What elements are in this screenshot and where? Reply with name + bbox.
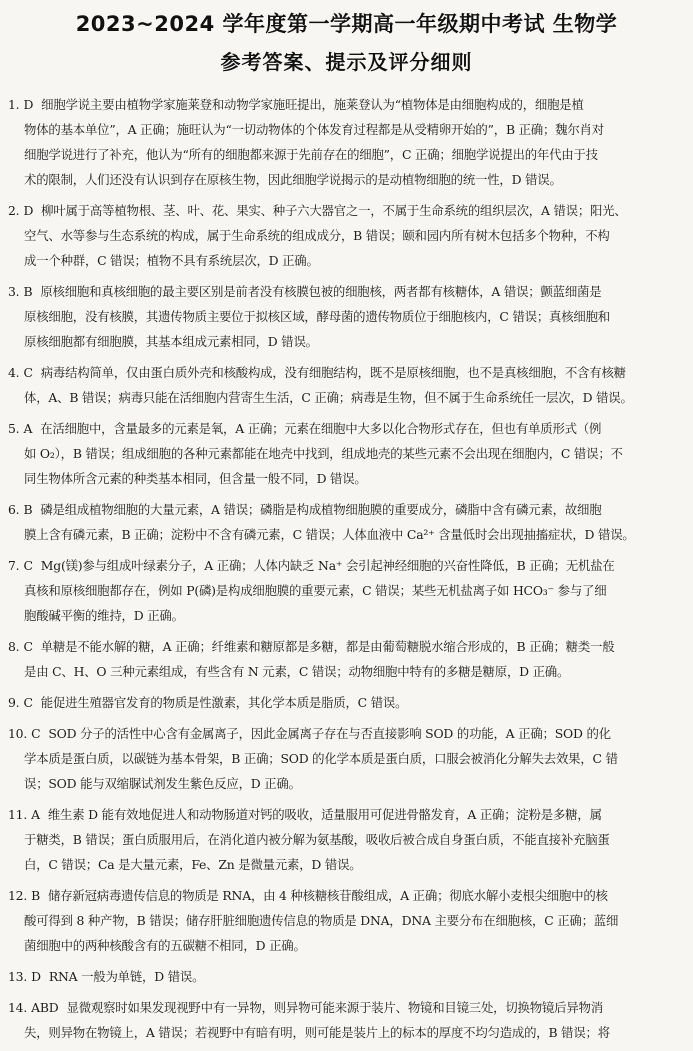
answer-choice: C — [31, 726, 41, 741]
answer-line — [8, 578, 679, 603]
explanation-text: 学本质是蛋白质，以碳链为基本骨架，B 正确；SOD 的化学本质是蛋白质，口服会被消化分解失去效果，C 错 — [24, 751, 618, 766]
answer-line — [8, 142, 679, 167]
answer-line — [8, 908, 679, 933]
answer-choice: A — [31, 807, 40, 822]
answer-line — [8, 933, 679, 958]
explanation-text: 膜上含有磷元素，B 正确；淀粉中不含有磷元素，C 错误；人体血液中 Ca²⁺ 含量低时会出现抽搐症状，D 错误。 — [24, 527, 635, 542]
document-title: 2023~2024 学年度第一学期高一年级期中考试 生物学 — [75, 12, 618, 36]
question-number: 6. — [8, 502, 20, 517]
answer-line — [8, 827, 679, 852]
explanation-text: 白，C 错误；Ca 是大量元素，Fe、Zn 是微量元素，D 错误。 — [24, 857, 362, 872]
answer-item — [8, 802, 679, 877]
answer-item — [8, 964, 679, 989]
answer-line — [8, 522, 679, 547]
answer-item — [8, 92, 679, 192]
answer-choice: D — [23, 97, 34, 112]
answer-line — [8, 802, 679, 827]
explanation-text: 在活细胞中，含量最多的元素是氧，A 正确；元素在细胞中大多以化合物形式存在，但也有单质形式（例 — [40, 421, 602, 436]
answer-line — [8, 553, 679, 578]
question-number: 1. — [8, 97, 20, 112]
answer-item — [8, 883, 679, 958]
answer-item — [8, 416, 679, 491]
answer-line — [8, 852, 679, 877]
explanation-text: 真核和原核细胞都存在，例如 P(磷)是构成细胞膜的重要元素，C 错误；某些无机盐离子如 HCO₃⁻ 参与了细 — [24, 583, 607, 598]
question-number: 2. — [8, 203, 20, 218]
question-number: 11. — [8, 807, 28, 822]
question-number: 3. — [8, 284, 20, 299]
answer-item — [8, 360, 679, 410]
answer-line — [8, 690, 679, 715]
explanation-text: 于糖类，B 错误；蛋白质服用后，在消化道内被分解为氨基酸，吸收后被合成自身蛋白质，不能直接补充脑蛋 — [24, 832, 610, 847]
answer-item — [8, 995, 679, 1045]
answer-line — [8, 883, 679, 908]
answer-line — [8, 497, 679, 522]
answer-list — [8, 92, 679, 1051]
explanation-text: 原核细胞都有细胞膜，其基本组成元素相同，D 错误。 — [24, 334, 318, 349]
explanation-text: 原核细胞，没有核膜，其遗传物质主要位于拟核区域，酵母菌的遗传物质位于细胞核内，C 错误；真核细胞和 — [24, 309, 610, 324]
question-number: 4. — [8, 365, 20, 380]
answer-line — [8, 385, 679, 410]
answer-item — [8, 497, 679, 547]
explanation-text: Mg(镁)参与组成叶绿素分子，A 正确；人体内缺乏 Na⁺ 会引起神经细胞的兴奋性降低，B 正确；无机盐在 — [40, 558, 615, 573]
answer-line — [8, 416, 679, 441]
answer-item — [8, 279, 679, 354]
explanation-text: 误；SOD 能与双缩脲试剂发生紫色反应，D 正确。 — [24, 776, 301, 791]
question-number: 14. — [8, 1000, 28, 1015]
answer-item — [8, 690, 679, 715]
explanation-text: 病毒结构简单，仅由蛋白质外壳和核酸构成，没有细胞结构，既不是原核细胞，也不是真核细胞，不含有核糖 — [40, 365, 626, 380]
explanation-text: 空气、水等参与生态系统的构成，属于生命系统的组成成分，B 错误；颐和园内所有树木包括多个物种，不构 — [24, 228, 610, 243]
explanation-text: 术的限制，人们还没有认识到存在原核生物，因此细胞学说揭示的是动植物细胞的统一性，D 错误。 — [24, 172, 562, 187]
answer-line — [8, 466, 679, 491]
explanation-text: 是由 C、H、O 三种元素组成，有些含有 N 元素，C 错误；动物细胞中特有的多糖是糖原，D 正确。 — [24, 664, 570, 679]
explanation-text: 柳叶属于高等植物根、茎、叶、花、果实、种子六大器官之一，不属于生命系统的组织层次，A 错误；阳光、 — [41, 203, 627, 218]
answer-line — [8, 746, 679, 771]
answer-line — [8, 360, 679, 385]
answer-line — [8, 279, 679, 304]
answer-line — [8, 771, 679, 796]
explanation-text: 维生素 D 能有效地促进人和动物肠道对钙的吸收，适量服用可促进骨骼发育，A 正确；淀粉是多糖，属 — [47, 807, 602, 822]
answer-line — [8, 304, 679, 329]
answer-line — [8, 92, 679, 117]
answer-choice: A — [23, 421, 33, 436]
explanation-text: 细胞学说主要由植物学家施莱登和动物学家施旺提出，施莱登认为“植物体是由细胞构成的，细胞是植 — [41, 97, 584, 112]
explanation-text: 显微观察时如果发现视野中有一异物，则异物可能来源于装片、物镜和目镜三处，切换物镜后异物消 — [66, 1000, 603, 1015]
question-number: 7. — [8, 558, 20, 573]
answer-item — [8, 634, 679, 684]
question-number: 10. — [8, 726, 28, 741]
question-number: 9. — [8, 695, 20, 710]
answer-item — [8, 721, 679, 796]
answer-line — [8, 1020, 679, 1045]
answer-choice: B — [31, 888, 41, 903]
explanation-text: 能促进生殖器官发育的物质是性激素，其化学本质是脂质，C 错误。 — [40, 695, 408, 710]
explanation-text: 成一个种群，C 错误；植物不具有系统层次，D 正确。 — [24, 253, 319, 268]
explanation-text: 胞酸碱平衡的维持，D 正确。 — [24, 608, 184, 623]
answer-choice: C — [23, 695, 33, 710]
answer-line — [8, 964, 679, 989]
answer-choice: C — [23, 558, 33, 573]
explanation-text: 磷是组成植物细胞的大量元素，A 错误；磷脂是构成植物细胞膜的重要成分，磷脂中含有磷元素，故细胞 — [40, 502, 602, 517]
question-number: 8. — [8, 639, 20, 654]
answer-choice: B — [23, 284, 33, 299]
explanation-text: 体，A、B 错误；病毒只能在活细胞内营寄生生活，C 正确；病毒是生物，但不属于生命系统任一层次，D 错误。 — [24, 390, 633, 405]
answer-choice: ABD — [31, 1000, 59, 1015]
answer-line — [8, 634, 679, 659]
answer-item — [8, 198, 679, 273]
answer-choice: D — [23, 203, 34, 218]
explanation-text: RNA 一般为单链，D 错误。 — [48, 969, 205, 984]
explanation-text: 原核细胞和真核细胞的最主要区别是前者没有核膜包被的细胞核，两者都有核糖体，A 错误；颤蓝细菌是 — [40, 284, 602, 299]
answer-line — [8, 329, 679, 354]
explanation-text: 单糖是不能水解的糖，A 正确；纤维素和糖原都是多糖，都是由葡萄糖脱水缩合形成的，B 正确；糖类一般 — [40, 639, 615, 654]
explanation-text: SOD 分子的活性中心含有金属离子，因此金属离子存在与否直接影响 SOD 的功能，A 正确；SOD 的化 — [48, 726, 611, 741]
explanation-text: 储存新冠病毒遗传信息的物质是 RNA，由 4 种核糖核苷酸组成，A 正确；彻底水解小麦根尖细胞中的核 — [48, 888, 608, 903]
question-number: 13. — [8, 969, 28, 984]
answer-item — [8, 553, 679, 628]
explanation-text: 酸可得到 8 种产物，B 错误；储存肝脏细胞遗传信息的物质是 DNA，DNA 主要分布在细胞核，C 正确；蓝细 — [24, 913, 619, 928]
answer-choice: C — [23, 639, 33, 654]
answer-line — [8, 995, 679, 1020]
explanation-text: 失，则异物在物镜上，A 错误；若视野中有暗有明，则可能是装片上的标本的厚度不均匀造成的，B 错误；将 — [24, 1025, 610, 1040]
explanation-text: 菌细胞中的两种核酸含有的五碳糖不相同，D 正确。 — [24, 938, 306, 953]
answer-line — [8, 603, 679, 628]
answer-choice: D — [31, 969, 41, 984]
question-number: 5. — [8, 421, 20, 436]
document-subtitle: 参考答案、提示及评分细则 — [220, 50, 473, 74]
answer-line — [8, 248, 679, 273]
answer-line — [8, 223, 679, 248]
question-number: 12. — [8, 888, 28, 903]
answer-choice: B — [23, 502, 33, 517]
explanation-text: 细胞学说进行了补充，他认为“所有的细胞都来源于先前存在的细胞”，C 正确；细胞学说提出的年代由于技 — [24, 147, 598, 162]
answer-line — [8, 721, 679, 746]
explanation-text: 如 O₂），B 错误；组成细胞的各种元素都能在地壳中找到，组成地壳的某些元素不会出现在细胞内，C 错误；不 — [24, 446, 623, 461]
answer-choice: C — [23, 365, 33, 380]
answer-line — [8, 441, 679, 466]
answer-line — [8, 198, 679, 223]
answer-line — [8, 659, 679, 684]
explanation-text: 同生物体所含元素的种类基本相同，但含量一般不同，D 错误。 — [24, 471, 367, 486]
explanation-text: 物体的基本单位”，A 正确；施旺认为“一切动物体的个体发育过程都是从受精卵开始的”，B 正确；魏尔肖对 — [24, 122, 604, 137]
answer-line — [8, 117, 679, 142]
answer-line — [8, 167, 679, 192]
